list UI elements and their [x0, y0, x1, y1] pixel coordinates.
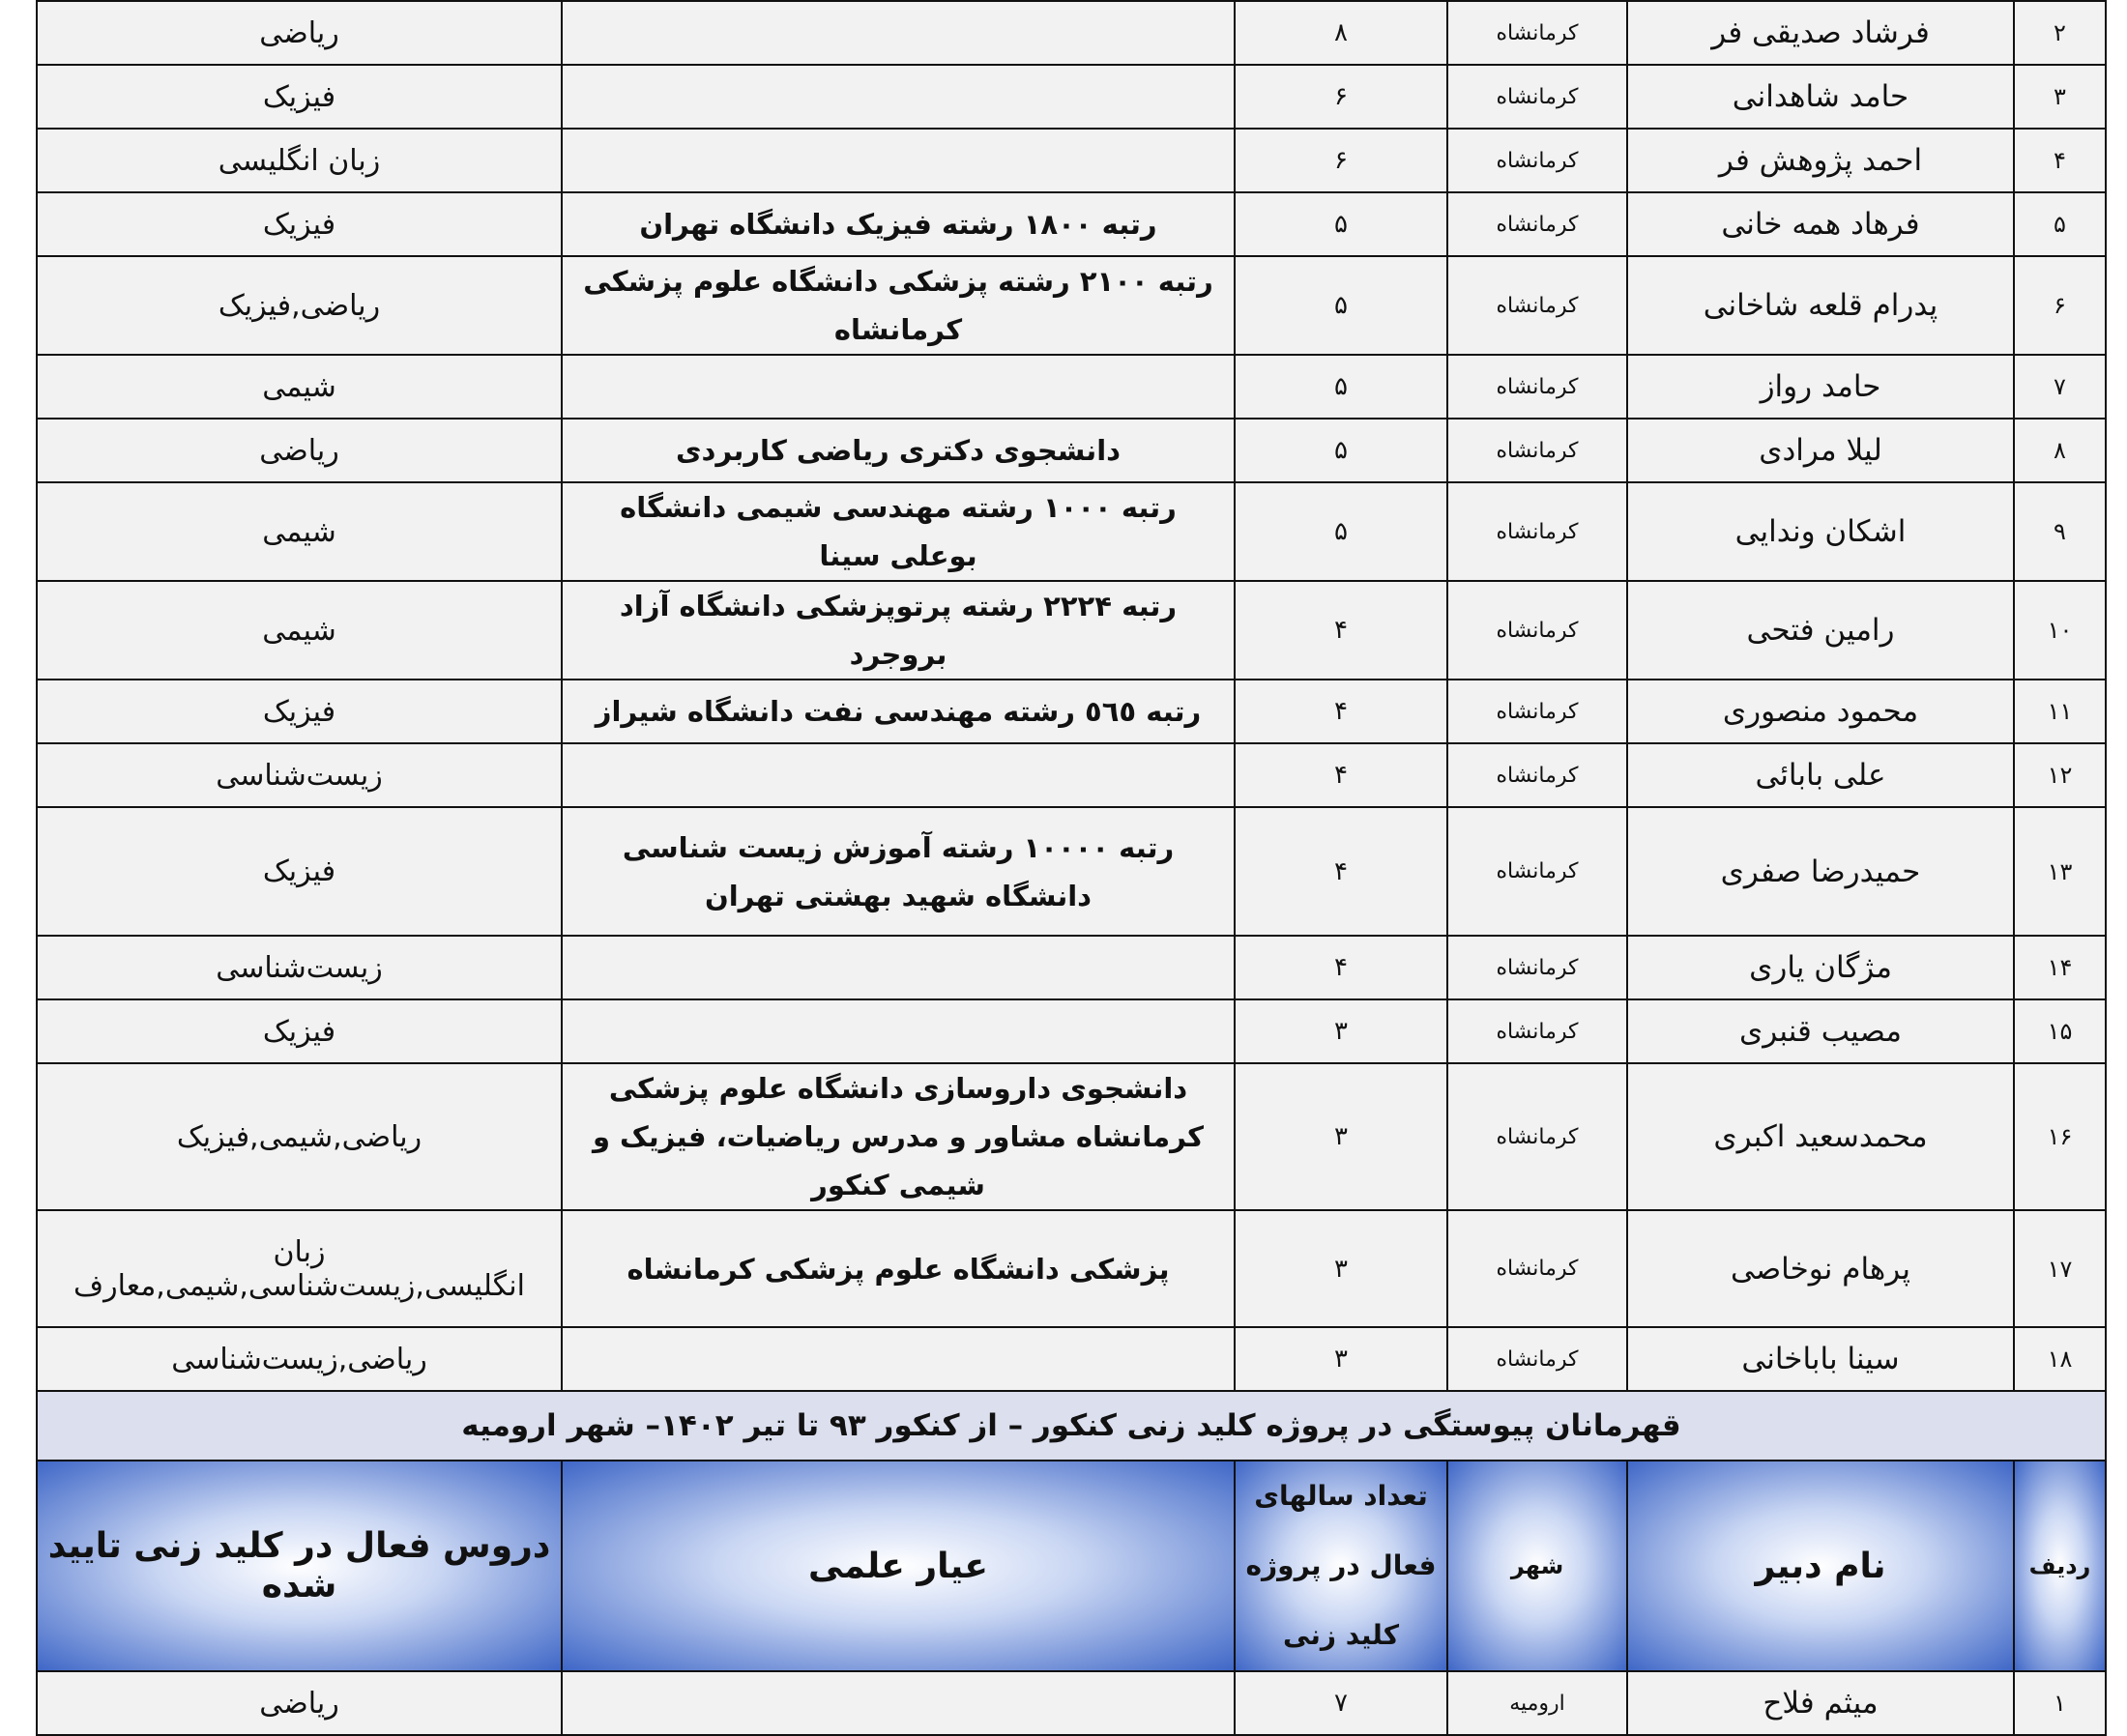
- header-city: شهر: [1447, 1461, 1627, 1671]
- table-row: [37, 256, 2106, 355]
- section-title-row: [37, 1391, 2106, 1461]
- table-row: [37, 419, 2106, 482]
- teachers-table: [36, 0, 2107, 1736]
- academic-merit-cell: دانشجوی دکتری ریاضی کاربردی: [562, 419, 1235, 482]
- row-number-cell: ۷: [2014, 355, 2106, 419]
- table-row: [37, 129, 2106, 192]
- subjects-cell: شیمی: [37, 581, 562, 680]
- header-academic-merit: عیار علمی: [562, 1461, 1235, 1671]
- teacher-name-cell: سینا باباخانی: [1627, 1327, 2014, 1391]
- active-years-cell: ۴: [1235, 807, 1447, 936]
- active-years-cell: ۳: [1235, 1210, 1447, 1327]
- subjects-cell: ریاضی,زیست‌شناسی: [37, 1327, 562, 1391]
- row-number-cell: ۱۱: [2014, 680, 2106, 743]
- table-row: [37, 936, 2106, 999]
- city-cell: کرمانشاه: [1447, 807, 1627, 936]
- academic-merit-cell: رتبه ۱۰۰۰۰ رشته آموزش زیست شناسی دانشگاه شهید بهشتی تهران: [562, 807, 1235, 936]
- teacher-name-cell: حامد رواز: [1627, 355, 2014, 419]
- subjects-cell: ریاضی,شیمی,فیزیک: [37, 1063, 562, 1210]
- city-cell: کرمانشاه: [1447, 129, 1627, 192]
- subjects-cell: فیزیک: [37, 680, 562, 743]
- academic-merit-cell: [562, 743, 1235, 807]
- city-cell: کرمانشاه: [1447, 680, 1627, 743]
- active-years-cell: ۵: [1235, 256, 1447, 355]
- table-row: [37, 1671, 2106, 1735]
- active-years-cell: ۵: [1235, 192, 1447, 256]
- subjects-cell: شیمی: [37, 482, 562, 581]
- active-years-cell: ۷: [1235, 1671, 1447, 1735]
- teacher-name-cell: لیلا مرادی: [1627, 419, 2014, 482]
- subjects-cell: فیزیک: [37, 192, 562, 256]
- subjects-cell: ریاضی: [37, 1, 562, 65]
- subjects-cell: ریاضی: [37, 419, 562, 482]
- urmia-section: [37, 1391, 2106, 1671]
- teacher-name-cell: محمدسعید اکبری: [1627, 1063, 2014, 1210]
- table-row: [37, 1210, 2106, 1327]
- city-cell: کرمانشاه: [1447, 743, 1627, 807]
- city-cell: کرمانشاه: [1447, 581, 1627, 680]
- table-row: [37, 680, 2106, 743]
- table-body-urmia: [37, 1671, 2106, 1735]
- row-number-cell: ۱۲: [2014, 743, 2106, 807]
- academic-merit-cell: [562, 65, 1235, 129]
- academic-merit-cell: پزشکی دانشگاه علوم پزشکی کرمانشاه: [562, 1210, 1235, 1327]
- subjects-cell: زبان انگلیسی: [37, 129, 562, 192]
- teacher-name-cell: پدرام قلعه شاخانی: [1627, 256, 2014, 355]
- table-row: [37, 1063, 2106, 1210]
- row-number-cell: ۳: [2014, 65, 2106, 129]
- row-number-cell: ۱۴: [2014, 936, 2106, 999]
- city-cell: کرمانشاه: [1447, 1063, 1627, 1210]
- table-row: [37, 65, 2106, 129]
- city-cell: کرمانشاه: [1447, 1327, 1627, 1391]
- table-row: [37, 355, 2106, 419]
- table-row: [37, 807, 2106, 936]
- teacher-name-cell: فرهاد همه خانی: [1627, 192, 2014, 256]
- teacher-name-cell: مژگان یاری: [1627, 936, 2014, 999]
- row-number-cell: ۱۷: [2014, 1210, 2106, 1327]
- subjects-cell: فیزیک: [37, 65, 562, 129]
- row-number-cell: ۱۰: [2014, 581, 2106, 680]
- row-number-cell: ۸: [2014, 419, 2106, 482]
- city-cell: کرمانشاه: [1447, 1, 1627, 65]
- row-number-cell: ۱۸: [2014, 1327, 2106, 1391]
- teacher-name-cell: احمد پژوهش فر: [1627, 129, 2014, 192]
- active-years-cell: ۵: [1235, 355, 1447, 419]
- row-number-cell: ۱۵: [2014, 999, 2106, 1063]
- academic-merit-cell: [562, 936, 1235, 999]
- subjects-cell: فیزیک: [37, 807, 562, 936]
- academic-merit-cell: رتبه ۲۱۰۰ رشته پزشکی دانشگاه علوم پزشکی کرمانشاه: [562, 256, 1235, 355]
- row-number-cell: ۲: [2014, 1, 2106, 65]
- city-cell: کرمانشاه: [1447, 1210, 1627, 1327]
- teacher-name-cell: رامین فتحی: [1627, 581, 2014, 680]
- academic-merit-cell: دانشجوی داروسازی دانشگاه علوم پزشکی کرمانشاه مشاور و مدرس ریاضیات، فیزیک و شیمی کنکور: [562, 1063, 1235, 1210]
- table-row: [37, 581, 2106, 680]
- subjects-cell: زیست‌شناسی: [37, 936, 562, 999]
- city-cell: کرمانشاه: [1447, 936, 1627, 999]
- header-active-years: تعداد سالهای فعال در پروژه کلید زنی: [1235, 1461, 1447, 1671]
- active-years-cell: ۴: [1235, 581, 1447, 680]
- active-years-cell: ۳: [1235, 1063, 1447, 1210]
- subjects-cell: شیمی: [37, 355, 562, 419]
- city-cell: کرمانشاه: [1447, 355, 1627, 419]
- city-cell: کرمانشاه: [1447, 65, 1627, 129]
- header-approved-subjects: دروس فعال در کلید زنی تایید شده: [37, 1461, 562, 1671]
- teacher-name-cell: میثم فلاح: [1627, 1671, 2014, 1735]
- academic-merit-cell: [562, 355, 1235, 419]
- teacher-name-cell: علی بابائی: [1627, 743, 2014, 807]
- table-row: [37, 1327, 2106, 1391]
- row-number-cell: ۹: [2014, 482, 2106, 581]
- teacher-name-cell: فرشاد صدیقی فر: [1627, 1, 2014, 65]
- active-years-cell: ۶: [1235, 65, 1447, 129]
- subjects-cell: فیزیک: [37, 999, 562, 1063]
- teacher-name-cell: اشکان وندایی: [1627, 482, 2014, 581]
- row-number-cell: ۴: [2014, 129, 2106, 192]
- active-years-cell: ۴: [1235, 680, 1447, 743]
- subjects-cell: زبان انگلیسی,زیست‌شناسی,شیمی,معارف: [37, 1210, 562, 1327]
- table-row: [37, 1, 2106, 65]
- table-row: [37, 192, 2106, 256]
- city-cell: کرمانشاه: [1447, 999, 1627, 1063]
- academic-merit-cell: [562, 1, 1235, 65]
- academic-merit-cell: [562, 129, 1235, 192]
- city-cell: کرمانشاه: [1447, 482, 1627, 581]
- subjects-cell: ریاضی,فیزیک: [37, 256, 562, 355]
- city-cell: کرمانشاه: [1447, 192, 1627, 256]
- academic-merit-cell: رتبه ۲۲۲۴ رشته پرتوپزشکی دانشگاه آزاد بروجرد: [562, 581, 1235, 680]
- teacher-name-cell: حمیدرضا صفری: [1627, 807, 2014, 936]
- header-row: [37, 1461, 2106, 1671]
- academic-merit-cell: [562, 999, 1235, 1063]
- row-number-cell: ۱: [2014, 1671, 2106, 1735]
- subjects-cell: زیست‌شناسی: [37, 743, 562, 807]
- teacher-name-cell: مصیب قنبری: [1627, 999, 2014, 1063]
- subjects-cell: ریاضی: [37, 1671, 562, 1735]
- academic-merit-cell: رتبه ۱۸۰۰ رشته فیزیک دانشگاه تهران: [562, 192, 1235, 256]
- row-number-cell: ۱۶: [2014, 1063, 2106, 1210]
- header-row-number: ردیف: [2014, 1461, 2106, 1671]
- row-number-cell: ۶: [2014, 256, 2106, 355]
- table-body-kermanshah: [37, 1, 2106, 1391]
- city-cell: کرمانشاه: [1447, 256, 1627, 355]
- academic-merit-cell: [562, 1327, 1235, 1391]
- row-number-cell: ۱۳: [2014, 807, 2106, 936]
- active-years-cell: ۶: [1235, 129, 1447, 192]
- active-years-cell: ۵: [1235, 419, 1447, 482]
- city-cell: ارومیه: [1447, 1671, 1627, 1735]
- academic-merit-cell: [562, 1671, 1235, 1735]
- table-row: [37, 999, 2106, 1063]
- section-title: قهرمانان پیوستگی در پروژه کلید زنی کنکور – از کنکور ۹۳ تا تیر ۱۴۰۲– شهر ارومیه: [37, 1391, 2106, 1461]
- header-teacher-name: نام دبیر: [1627, 1461, 2014, 1671]
- table-row: [37, 743, 2106, 807]
- teacher-name-cell: حامد شاهدانی: [1627, 65, 2014, 129]
- active-years-cell: ۵: [1235, 482, 1447, 581]
- academic-merit-cell: رتبه ٥٦٥ رشته مهندسی نفت دانشگاه شیراز: [562, 680, 1235, 743]
- active-years-cell: ۳: [1235, 999, 1447, 1063]
- teacher-name-cell: محمود منصوری: [1627, 680, 2014, 743]
- city-cell: کرمانشاه: [1447, 419, 1627, 482]
- active-years-cell: ۳: [1235, 1327, 1447, 1391]
- active-years-cell: ۴: [1235, 936, 1447, 999]
- teacher-name-cell: پرهام نوخاصی: [1627, 1210, 2014, 1327]
- active-years-cell: ۴: [1235, 743, 1447, 807]
- row-number-cell: ۵: [2014, 192, 2106, 256]
- table-row: [37, 482, 2106, 581]
- active-years-cell: ۸: [1235, 1, 1447, 65]
- academic-merit-cell: رتبه ۱۰۰۰ رشته مهندسی شیمی دانشگاه بوعلی سینا: [562, 482, 1235, 581]
